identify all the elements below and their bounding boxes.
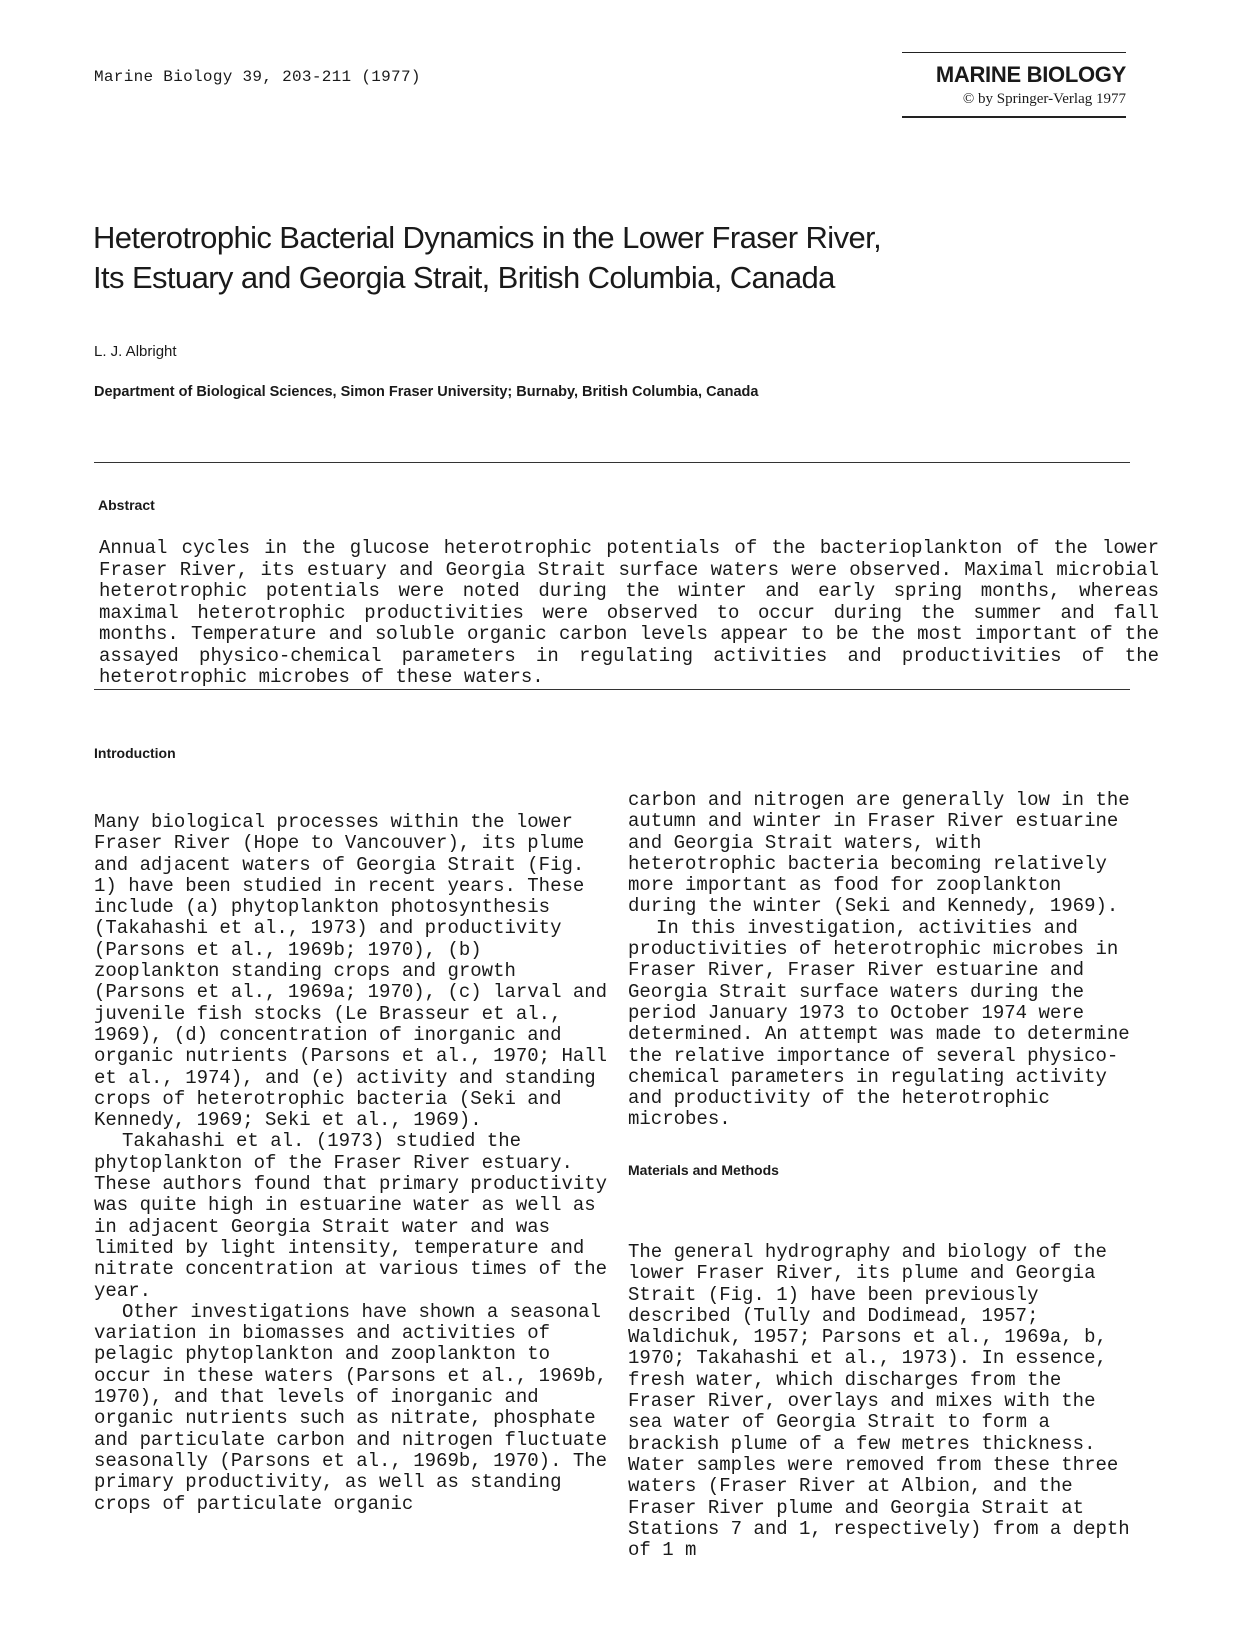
intro-paragraph-3: Other investigations have shown a seasonal variation in biomasses and activities of pelagic phytoplankton and zooplankton to occur in these waters (Parsons et al., 1969b, 1970), and that levels of inorganic and organic nutrients such as nitrate, phosphate and particulate carbon and nitrogen fluctuate seasonally (Parsons et al., 1969b, 1970). The primary productivity, as well as standing crops of particulate organic bbox=[94, 1300, 608, 1515]
abstract-top-rule bbox=[94, 462, 1130, 463]
affiliation: Department of Biological Sciences, Simon Fraser University; Burnaby, British Columbia, Canada bbox=[94, 384, 759, 400]
abstract-heading: Abstract bbox=[98, 497, 155, 513]
left-column bbox=[94, 812, 614, 1515]
author: L. J. Albright bbox=[94, 343, 177, 360]
right-column-intro bbox=[628, 790, 1138, 1131]
abstract-text: Annual cycles in the glucose heterotrophic potentials of the bacterioplankton of the lower Fraser River, its estuary and Georgia Strait surface waters were observed. Maximal microbial heterotrophic potentials were noted during the winter and early spring months, whereas maximal heterotrophic productivities were observed to occur during the summer and fall months. Temperature and soluble organic carbon levels appear to be the most important of the assayed physico-chemical parameters in regulating activities and productivities of the heterotrophic microbes of these waters. bbox=[99, 537, 1159, 688]
article-title-line-2: Its Estuary and Georgia Strait, British Columbia, Canada bbox=[93, 260, 835, 295]
masthead-top-rule bbox=[902, 52, 1126, 53]
journal-reference: Marine Biology 39, 203-211 (1977) bbox=[94, 68, 421, 86]
intro-paragraph-3-continued: carbon and nitrogen are generally low in the autumn and winter in Fraser River estuarine and Georgia Strait waters, with heterotrophic bacteria becoming relatively more important as food for zooplankton during the winter (Seki and Kennedy, 1969). bbox=[628, 789, 1130, 918]
intro-paragraph-1: Many biological processes within the lower Fraser River (Hope to Vancouver), its plume and adjacent waters of Georgia Strait (Fig. 1) have been studied in recent years. These include (a) phytoplankton photosynthesis (Takahashi et al., 1973) and productivity (Parsons et al., 1969b; 1970), (b) zooplankton standing crops and growth (Parsons et al., 1969a; 1970), (c) larval and juvenile fish stocks (Le Brasseur et al., 1969), (d) concentration of inorganic and organic nutrients (Parsons et al., 1970; Hall et al., 1974), and (e) activity and standing crops of heterotrophic bacteria (Seki and Kennedy, 1969; Seki et al., 1969). bbox=[94, 811, 608, 1132]
abstract-bottom-rule bbox=[94, 689, 1130, 690]
masthead-title: MARINE BIOLOGY bbox=[935, 62, 1126, 87]
methods-paragraph-1: The general hydrography and biology of the lower Fraser River, its plume and Georgia Strait (Fig. 1) have been previously described (Tully and Dodimead, 1957; Waldichuk, 1957; Parsons et al., 1969a, b, 1970; Takahashi et al., 1973). In essence, fresh water, which discharges from the Fraser River, overlays and mixes with the sea water of Georgia Strait to form a brackish plume of a few metres thickness. Water samples were removed from these three waters (Fraser River at Albion, and the Fraser River plume and Georgia Strait at Stations 7 and 1, respectively) from a depth of 1 m bbox=[628, 1241, 1130, 1562]
introduction-heading: Introduction bbox=[94, 745, 176, 761]
masthead-bottom-rule bbox=[902, 116, 1126, 118]
intro-paragraph-2: Takahashi et al. (1973) studied the phytoplankton of the Fraser River estuary. These authors found that primary productivity was quite high in estuarine water as well as in adjacent Georgia Strait water and was limited by light intensity, temperature and nitrate concentration at various times of the year. bbox=[94, 1130, 608, 1302]
intro-paragraph-4: In this investigation, activities and productivities of heterotrophic microbes in Fraser River, Fraser River estuarine and Georgia Strait surface waters during the period January 1973 to October 1974 were determined. An attempt was made to determine the relative importance of several physico-chemical parameters in regulating activity and productivity of the heterotrophic microbes. bbox=[628, 916, 1130, 1131]
article-title-line-1: Heterotrophic Bacterial Dynamics in the Lower Fraser River, bbox=[93, 220, 882, 255]
journal-masthead bbox=[902, 52, 1126, 118]
article-title bbox=[93, 218, 1153, 298]
masthead-copyright: © by Springer-Verlag 1977 bbox=[962, 91, 1126, 107]
right-column-methods bbox=[628, 1242, 1138, 1561]
methods-heading: Materials and Methods bbox=[628, 1162, 779, 1178]
